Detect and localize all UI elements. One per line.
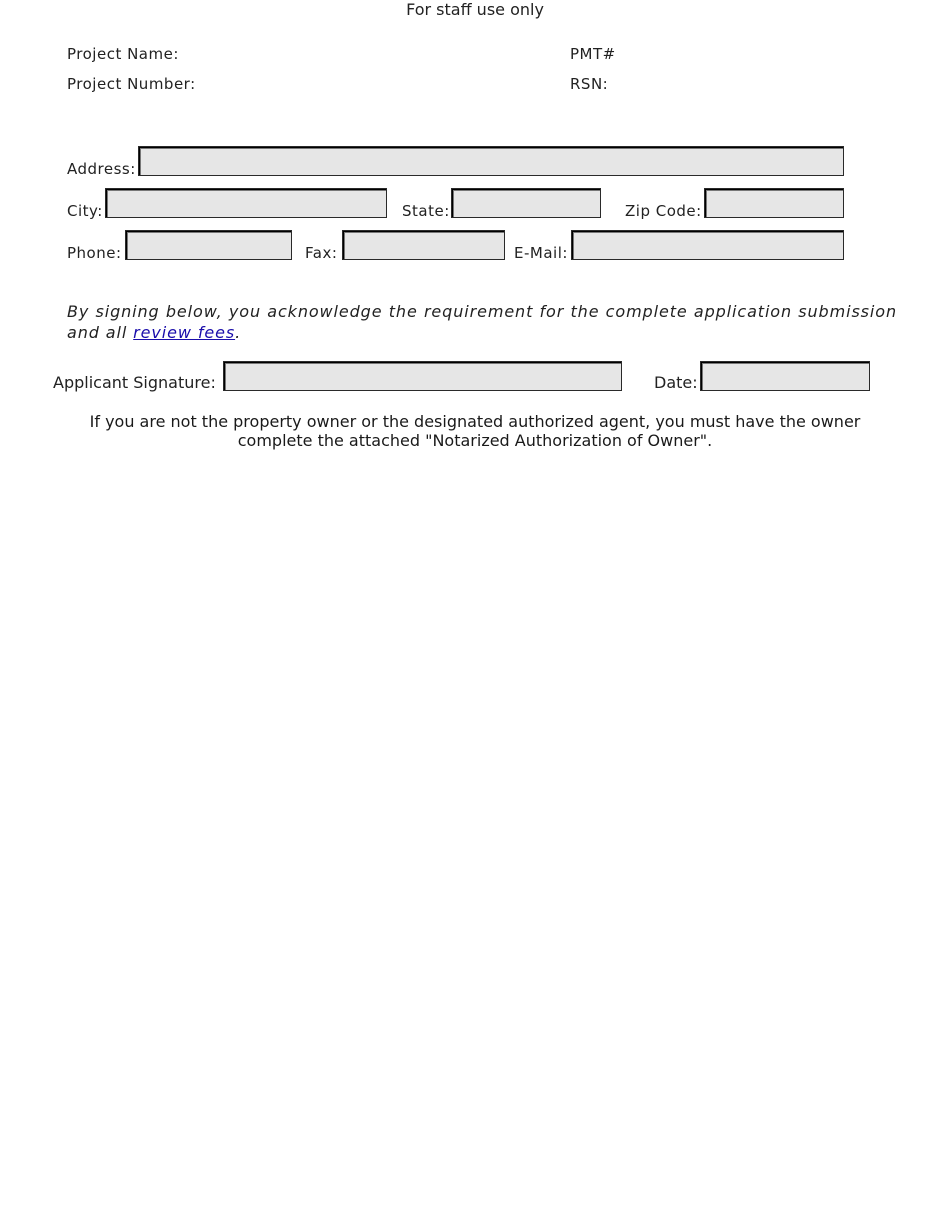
state-input[interactable] — [451, 188, 601, 218]
staff-use-header: For staff use only — [406, 0, 544, 19]
phone-label: Phone: — [67, 244, 122, 262]
zip-code-input[interactable] — [704, 188, 844, 218]
applicant-signature-label: Applicant Signature: — [53, 373, 216, 392]
project-number-label: Project Number: — [67, 75, 196, 93]
fax-input[interactable] — [342, 230, 505, 260]
acknowledgement-text — [67, 301, 897, 343]
pmt-label: PMT# — [570, 45, 616, 63]
date-input[interactable] — [700, 361, 870, 391]
owner-authorization-notice — [60, 412, 890, 450]
address-label: Address: — [67, 160, 136, 178]
notice-line-2: complete the attached "Notarized Authorization of Owner". — [237, 431, 713, 450]
state-label: State: — [402, 202, 450, 220]
email-input[interactable] — [571, 230, 844, 260]
zip-code-label: Zip Code: — [625, 202, 702, 220]
project-name-label: Project Name: — [67, 45, 179, 63]
date-label: Date: — [654, 373, 698, 392]
address-input[interactable] — [138, 146, 844, 176]
rsn-label: RSN: — [570, 75, 609, 93]
applicant-signature-input[interactable] — [223, 361, 622, 391]
notice-line-1: If you are not the property owner or the designated authorized agent, you must have the owner — [89, 412, 861, 431]
city-input[interactable] — [105, 188, 387, 218]
phone-input[interactable] — [125, 230, 292, 260]
acknowledgement-body: By signing below, you acknowledge the requirement for the complete application submission and all — [67, 302, 897, 342]
city-label: City: — [67, 202, 103, 220]
review-fees-link[interactable]: review fees — [133, 323, 236, 342]
email-label: E-Mail: — [514, 244, 568, 262]
fax-label: Fax: — [305, 244, 338, 262]
acknowledgement-suffix: . — [235, 323, 242, 342]
